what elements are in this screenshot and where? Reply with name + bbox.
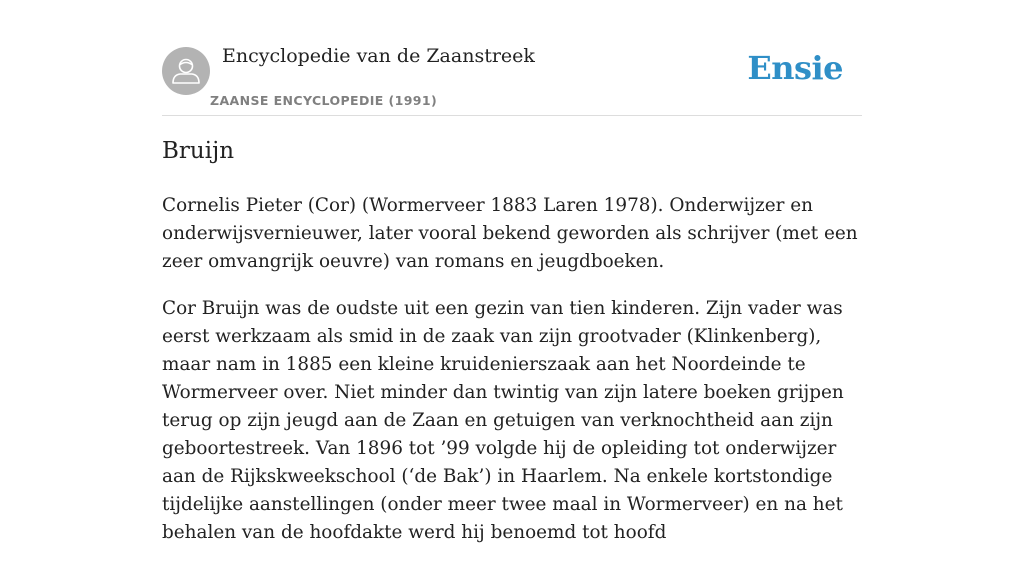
entry-body (162, 192, 862, 566)
entry-paragraph: Cor Bruijn was de oudste uit een gezin van tien kinderen. Zijn vader was eerst werkzaam als smid in de zaak van zijn grootvader (Klinkenberg), maar nam in 1885 een kleine kruidenierszaak aan het Noordeinde te Wormerveer over. Niet minder dan twintig van zijn latere boeken grijpen terug op zijn jeugd aan de Zaan en getuigen van verknochtheid aan zijn geboortestreek. Van 1896 tot ’99 volgde hij de opleiding tot onderwijzer aan de Rijkskweekschool (‘de Bak’) in Haarlem. Na enkele kortstondige tijdelijke aanstellingen (onder meer twee maal in Wormerveer) en na het behalen van de hoofdakte werd hij benoemd tot hoofd (162, 298, 844, 543)
source-title[interactable]: Encyclopedie van de Zaanstreek (222, 45, 535, 67)
page-container (162, 0, 862, 543)
brand-logo[interactable]: Ensie (747, 49, 843, 87)
entry-paragraph: Cornelis Pieter (Cor) (Wormerveer 1883 Laren 1978). Onderwijzer en onderwijsvernieuwer, later vooral bekend geworden als schrijver (met een zeer omvangrijk oeuvre) van romans en jeugdboeken. (162, 195, 858, 272)
entry-title: Bruijn (162, 138, 235, 164)
source-subtitle: ZAANSE ENCYCLOPEDIE (1991) (210, 93, 438, 108)
source-header (162, 0, 862, 116)
user-icon[interactable] (162, 47, 210, 95)
